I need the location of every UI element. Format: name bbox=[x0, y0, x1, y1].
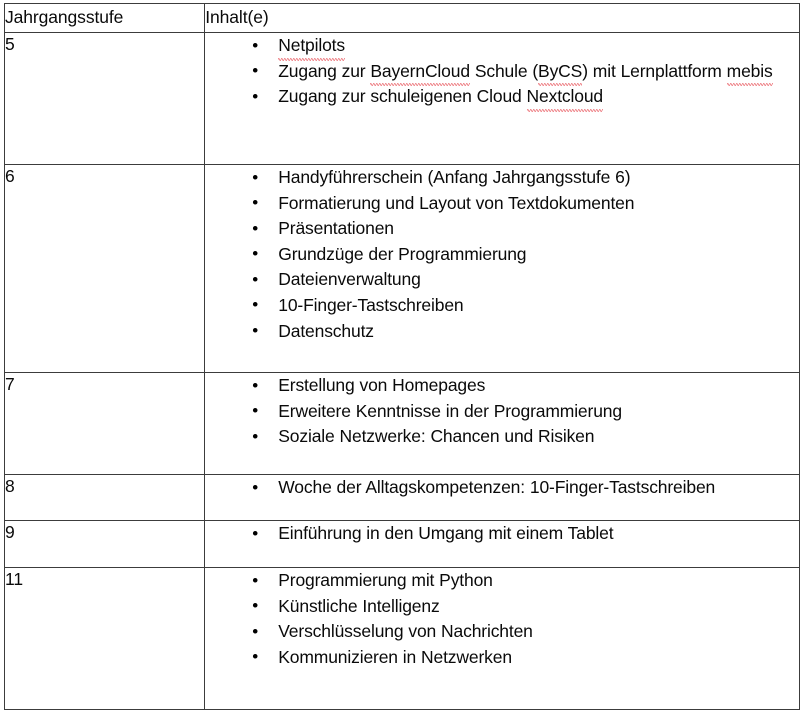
content-cell bbox=[205, 475, 800, 521]
bullet-text-segment: Dateienverwaltung bbox=[278, 269, 421, 290]
spellcheck-underlined-term: BayernCloud bbox=[370, 59, 470, 85]
bullet-text-segment: Grundzüge der Programmierung bbox=[278, 243, 527, 264]
content-bullet-item bbox=[205, 319, 799, 345]
content-bullet-list bbox=[205, 521, 799, 547]
column-header-content: Inhalt(e) bbox=[205, 4, 800, 33]
table-header bbox=[5, 4, 800, 33]
table-row bbox=[5, 568, 800, 710]
content-bullet-item bbox=[205, 619, 799, 645]
content-cell bbox=[205, 568, 800, 710]
content-bullet-item bbox=[205, 191, 799, 217]
bullet-text-segment: Formatierung und Layout von Textdokumenten bbox=[278, 192, 635, 213]
content-bullet-list bbox=[205, 373, 799, 450]
content-bullet-item bbox=[205, 645, 799, 671]
curriculum-table bbox=[4, 3, 800, 710]
grade-cell: 6 bbox=[5, 165, 205, 373]
bullet-text-segment: Schule ( bbox=[469, 60, 539, 81]
bullet-text-segment: Künstliche Intelligenz bbox=[278, 595, 440, 616]
content-bullet-item bbox=[205, 267, 799, 293]
content-bullet-item bbox=[205, 521, 799, 547]
content-bullet-list bbox=[205, 475, 799, 501]
table-row bbox=[5, 33, 800, 165]
content-bullet-item bbox=[205, 59, 799, 85]
content-cell bbox=[205, 33, 800, 165]
column-header-grade: Jahrgangsstufe bbox=[5, 4, 205, 33]
spellcheck-underlined-term: mebis bbox=[727, 59, 773, 85]
content-bullet-list bbox=[205, 165, 799, 344]
bullet-text-segment: Soziale Netzwerke: Chancen und Risiken bbox=[278, 426, 595, 447]
content-bullet-item bbox=[205, 216, 799, 242]
table-row bbox=[5, 373, 800, 475]
content-cell bbox=[205, 165, 800, 373]
table-row bbox=[5, 475, 800, 521]
table-row bbox=[5, 521, 800, 568]
content-bullet-item bbox=[205, 594, 799, 620]
grade-cell: 7 bbox=[5, 373, 205, 475]
content-bullet-item bbox=[205, 84, 799, 110]
bullet-text-segment: Einführung in den Umgang mit einem Tablet bbox=[278, 523, 614, 543]
content-bullet-list bbox=[205, 568, 799, 670]
bullet-text-segment: Zugang zur schuleigenen Cloud bbox=[278, 86, 527, 107]
table-row bbox=[5, 165, 800, 373]
grade-cell: 9 bbox=[5, 521, 205, 568]
content-bullet-item bbox=[205, 242, 799, 268]
content-bullet-item bbox=[205, 568, 799, 594]
spellcheck-underlined-term: ByCS bbox=[538, 59, 582, 85]
content-bullet-item bbox=[205, 475, 799, 501]
table-header-row bbox=[5, 4, 800, 33]
spellcheck-underlined-term: Netpilots bbox=[278, 33, 345, 59]
content-bullet-list bbox=[205, 33, 799, 110]
bullet-text-segment: Programmierung mit Python bbox=[278, 570, 493, 590]
bullet-text-segment: Präsentationen bbox=[278, 218, 394, 239]
bullet-text-segment: ) mit Lernplattform bbox=[582, 60, 727, 81]
content-bullet-item bbox=[205, 165, 799, 191]
content-bullet-item bbox=[205, 33, 799, 59]
spellcheck-underlined-term: Nextcloud bbox=[527, 84, 603, 110]
grade-cell: 11 bbox=[5, 568, 205, 710]
content-cell bbox=[205, 521, 800, 568]
content-bullet-item bbox=[205, 399, 799, 425]
content-bullet-item bbox=[205, 293, 799, 319]
bullet-text-segment: Kommunizieren in Netzwerken bbox=[278, 646, 512, 667]
grade-cell: 8 bbox=[5, 475, 205, 521]
bullet-text-segment: Erstellung von Homepages bbox=[278, 375, 486, 395]
bullet-text-segment: Woche der Alltagskompetenzen: 10-Finger-Tastschreiben bbox=[278, 477, 716, 497]
content-bullet-item bbox=[205, 373, 799, 399]
bullet-text-segment: Erweitere Kenntnisse in der Programmierung bbox=[278, 400, 622, 421]
bullet-text-segment: Verschlüsselung von Nachrichten bbox=[278, 621, 533, 642]
grade-cell: 5 bbox=[5, 33, 205, 165]
bullet-text-segment: Handyführerschein (Anfang Jahrgangsstufe 6) bbox=[278, 167, 631, 187]
bullet-text-segment: 10-Finger-Tastschreiben bbox=[278, 294, 464, 315]
content-bullet-item bbox=[205, 424, 799, 450]
bullet-text-segment: Datenschutz bbox=[278, 320, 374, 341]
bullet-text-segment: Zugang zur bbox=[278, 60, 371, 81]
content-cell bbox=[205, 373, 800, 475]
table-body bbox=[5, 33, 800, 710]
